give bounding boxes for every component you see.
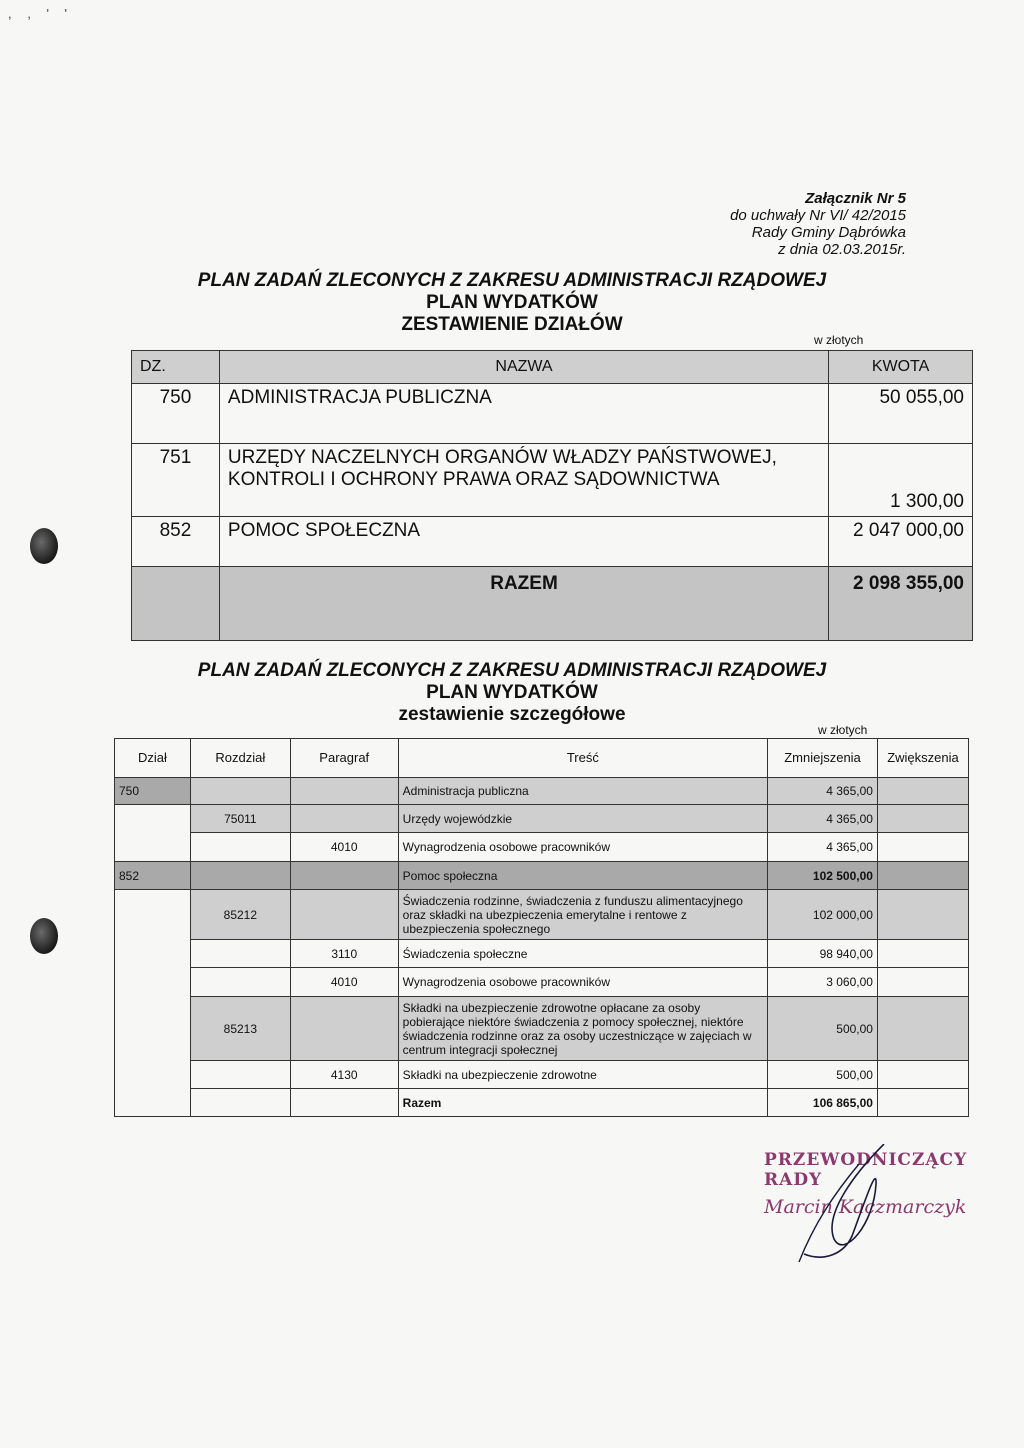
header-name: NAZWA [219,351,828,384]
cell-zmniejszenia: 3 060,00 [768,968,878,997]
table-row [115,890,969,940]
header-tresc: Treść [398,739,767,778]
cell-zwiekszenia [877,890,968,940]
summary-row [132,384,973,444]
cell-zwiekszenia [877,997,968,1061]
total-amount: 2 098 355,00 [829,567,973,641]
cell-zmniejszenia: 500,00 [768,1061,878,1089]
table-row [115,805,969,833]
row-amount: 1 300,00 [829,444,973,517]
cell-rozdzial [190,968,290,997]
table-row [115,778,969,805]
cell-tresc: Świadczenia rodzinne, świadczenia z funduszu alimentacyjnego oraz składki na ubezpieczenia emerytalne i rentowe z ubezpieczenia społecznego [398,890,767,940]
table-row [115,968,969,997]
detail-title [0,660,1024,726]
cell-dzial: 750 [115,778,191,805]
cell-tresc: Składki na ubezpieczenie zdrowotne opłacane za osoby pobierające niektóre świadczenia z pomocy społecznej, niektóre świadczenia rodzinne oraz za osoby uczestniczące w zajęciach w centrum integracji społecznej [398,997,767,1061]
cell-zwiekszenia [877,1089,968,1117]
cell-paragraf [290,778,398,805]
summary-title-line2: PLAN WYDATKÓW [426,292,598,313]
header-dzial: Dział [115,739,191,778]
cell-zwiekszenia [877,862,968,890]
header-rozdzial: Rozdział [190,739,290,778]
punch-hole-bottom [30,918,58,954]
cell-rozdzial [190,1089,290,1117]
summary-title-line1: PLAN ZADAŃ ZLECONYCH Z ZAKRESU ADMINISTRACJI RZĄDOWEJ [197,270,827,291]
cell-zmniejszenia: 102 500,00 [768,862,878,890]
cell-paragraf [290,805,398,833]
cell-rozdzial [190,940,290,968]
row-amount: 2 047 000,00 [829,517,973,567]
cell-rozdzial: 85212 [190,890,290,940]
cell-zmniejszenia: 98 940,00 [768,940,878,968]
cell-rozdzial: 75011 [190,805,290,833]
signature-scribble [764,1144,984,1264]
summary-title [0,270,1024,336]
summary-unit: w złotych [814,333,864,347]
table-row [115,862,969,890]
annex-title: Załącznik Nr 5 [805,190,906,207]
cell-zwiekszenia [877,833,968,862]
row-dz: 852 [132,517,220,567]
cell-rozdzial [190,862,290,890]
cell-tresc: Razem [398,1089,767,1117]
summary-title-line3: ZESTAWIENIE DZIAŁÓW [401,314,623,335]
row-name: POMOC SPOŁECZNA [219,517,828,567]
detail-title-line3: zestawienie szczegółowe [398,704,626,725]
cell-tresc: Wynagrodzenia osobowe pracowników [398,968,767,997]
stamp-name: Marcin Kaczmarczyk [764,1196,967,1218]
row-dz: 751 [132,444,220,517]
detail-title-line1: PLAN ZADAŃ ZLECONYCH Z ZAKRESU ADMINISTRACJI RZĄDOWEJ [197,660,827,681]
row-name: ADMINISTRACJA PUBLICZNA [219,384,828,444]
cell-rozdzial: 85213 [190,997,290,1061]
cell-rozdzial [190,1061,290,1089]
total-empty [132,567,220,641]
annex-council: Rady Gminy Dąbrówka [751,224,906,241]
annex-resolution: do uchwały Nr VI/ 42/2015 [730,207,906,224]
cell-dzial: 852 [115,862,191,890]
cell-zwiekszenia [877,805,968,833]
header-zmniejszenia: Zmniejszenia [768,739,878,778]
summary-row [132,517,973,567]
chairman-stamp [764,1144,984,1264]
cell-zmniejszenia: 106 865,00 [768,1089,878,1117]
cell-tresc: Administracja publiczna [398,778,767,805]
row-dz: 750 [132,384,220,444]
cell-tresc: Składki na ubezpieczenie zdrowotne [398,1061,767,1089]
margin-marks: , , ' ' [8,6,74,21]
row-amount: 50 055,00 [829,384,973,444]
cell-tresc: Wynagrodzenia osobowe pracowników [398,833,767,862]
punch-hole-top [30,528,58,564]
cell-paragraf: 4130 [290,1061,398,1089]
stamp-title: PRZEWODNICZĄCY RADY [764,1150,968,1190]
cell-tresc: Świadczenia społeczne [398,940,767,968]
cell-zwiekszenia [877,940,968,968]
cell-zmniejszenia: 500,00 [768,997,878,1061]
summary-header-row [132,351,973,384]
cell-tresc: Urzędy wojewódzkie [398,805,767,833]
header-dz: DZ. [132,351,220,384]
summary-table [131,350,973,641]
header-paragraf: Paragraf [290,739,398,778]
annex-date: z dnia 02.03.2015r. [778,241,906,258]
summary-total-row [132,567,973,641]
cell-zwiekszenia [877,1061,968,1089]
table-row [115,940,969,968]
summary-row [132,444,973,517]
cell-dzial [115,805,191,862]
cell-rozdzial [190,778,290,805]
table-row [115,1061,969,1089]
annex-header [730,190,906,258]
row-name: URZĘDY NACZELNYCH ORGANÓW WŁADZY PAŃSTWOWEJ, KONTROLI I OCHRONY PRAWA ORAZ SĄDOWNICTWA [219,444,828,517]
detail-table [114,738,969,1117]
detail-title-line2: PLAN WYDATKÓW [426,682,598,703]
cell-tresc: Pomoc społeczna [398,862,767,890]
table-row [115,997,969,1061]
cell-paragraf: 4010 [290,833,398,862]
cell-zmniejszenia: 4 365,00 [768,833,878,862]
detail-unit: w złotych [818,723,868,737]
cell-zmniejszenia: 4 365,00 [768,778,878,805]
cell-paragraf: 4010 [290,968,398,997]
cell-paragraf [290,1089,398,1117]
header-amount: KWOTA [829,351,973,384]
cell-rozdzial [190,833,290,862]
header-zwiekszenia: Zwiększenia [877,739,968,778]
cell-paragraf [290,997,398,1061]
cell-dzial [115,890,191,1117]
cell-paragraf [290,890,398,940]
cell-zmniejszenia: 4 365,00 [768,805,878,833]
cell-zmniejszenia: 102 000,00 [768,890,878,940]
cell-zwiekszenia [877,968,968,997]
table-row [115,833,969,862]
cell-paragraf: 3110 [290,940,398,968]
cell-zwiekszenia [877,778,968,805]
table-total-row [115,1089,969,1117]
total-label: RAZEM [219,567,828,641]
detail-header-row [115,739,969,778]
cell-paragraf [290,862,398,890]
